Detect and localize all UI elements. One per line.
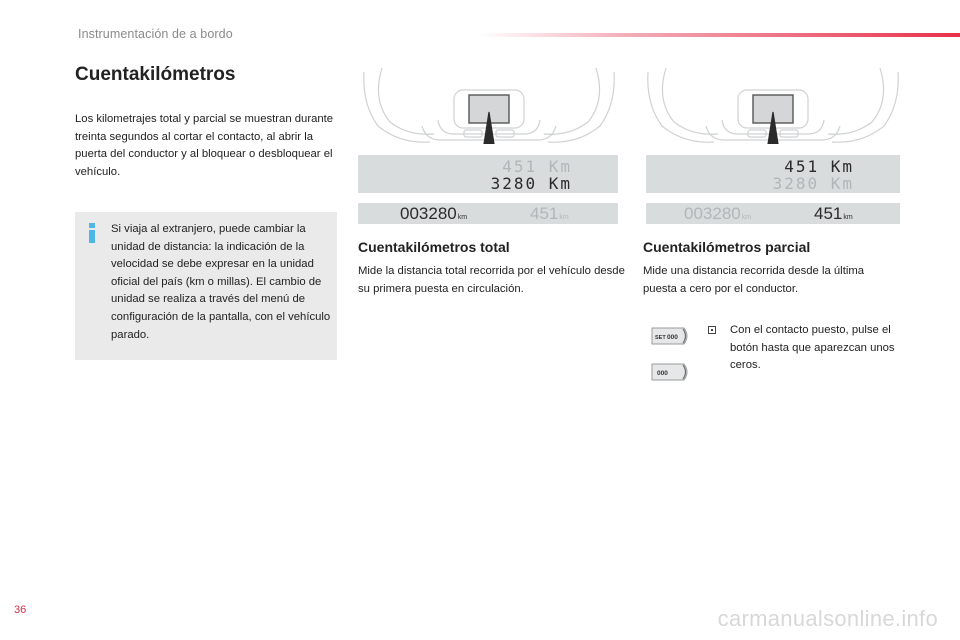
page-number: 36 [14, 604, 27, 616]
lcd-total-reading: 3280 Km [490, 174, 572, 193]
step-marker-icon [708, 326, 716, 334]
info-box [75, 212, 337, 360]
set-reset-button [650, 326, 692, 346]
lcd-partial-reading: 451 Km [502, 157, 572, 176]
odometer-strip-partial [646, 203, 900, 224]
odometer-strip-total [358, 203, 618, 224]
set-label: SET [655, 335, 666, 341]
partial-odometer-text: Mide una distancia recorrida desde la última puesta a cero por el conductor. [643, 265, 865, 295]
total-odometer-title: Cuentakilómetros total [358, 239, 510, 255]
strip-partial-value: 451km [530, 204, 569, 223]
lcd-display-total [358, 155, 618, 193]
instrument-panel-illustration-partial [644, 64, 902, 144]
watermark: carmanualsonline.info [717, 606, 938, 631]
set-zero-label: 000 [667, 334, 678, 341]
section-header: Instrumentación de a bordo [78, 27, 233, 41]
strip-total-value: 003280km [684, 204, 752, 223]
partial-odometer-title: Cuentakilómetros parcial [643, 239, 811, 255]
total-odometer-text: Mide la distancia total recorrida por el vehículo desde su primera puesta en circulación. [358, 265, 625, 295]
header-accent-line [480, 33, 960, 37]
instruction-step [708, 322, 898, 375]
instruction-step-text: Con el contacto puesto, pulse el botón hasta que aparezcan unos ceros. [730, 324, 895, 372]
intro-paragraph: Los kilometrajes total y parcial se muestran durante treinta segundos al cortar el contacto, al abrir la puerta del conductor y al bloquear o desbloquear el vehículo. [75, 113, 334, 178]
lcd-partial-reading: 451 Km [784, 157, 854, 176]
zero-label: 000 [657, 370, 668, 377]
strip-total-value: 003280km [400, 204, 468, 223]
info-icon [89, 223, 95, 243]
instrument-panel-illustration-total [360, 64, 618, 144]
lcd-display-partial [646, 155, 900, 193]
info-box-text: Si viaja al extranjero, puede cambiar la unidad de distancia: la indicación de la velocidad se debe expresar en la unidad oficial del país (km o millas). El cambio de unidad se realiza a través del menú de configuración de la pantalla, con el vehículo parado. [111, 223, 331, 341]
strip-partial-value: 451km [814, 204, 853, 223]
zero-reset-button [650, 362, 692, 382]
lcd-total-reading: 3280 Km [772, 174, 854, 193]
page-title: Cuentakilómetros [75, 64, 236, 85]
